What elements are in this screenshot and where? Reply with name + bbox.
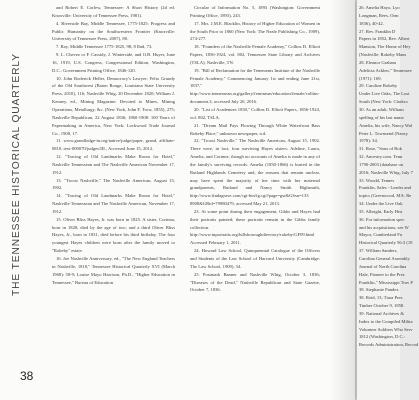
endnote-line-fragment: 1836), 40-42. bbox=[359, 20, 384, 26]
endnote-line-fragment: (Nashville: Rokeby Mans bbox=[359, 52, 407, 58]
endnote-paragraph: and Robert E. Corlew, Tennessee: A Short History (2d ed. Knoxville: University of Tennessee Press, 1981). bbox=[52, 5, 175, 18]
endnote-line-fragment: (1971): 169. bbox=[359, 75, 382, 81]
endnote-paragraph: 13. "Troost Nashville," The Nashville American, August 15, 1902. bbox=[52, 177, 175, 191]
endnote-line-fragment: Carolina General Assembly bbox=[359, 256, 410, 261]
endnote-line-fragment: Adelicia Acklen," Tennessee bbox=[359, 67, 412, 73]
endnote-line-fragment: spelling of his last name bbox=[359, 114, 404, 120]
endnote-line-fragment: 31. Rose, "Sons of Rok bbox=[359, 146, 402, 152]
endnote-line-fragment: 28. Eleanor Graham bbox=[359, 59, 397, 65]
endnote-paragraph: 17. Mrs. J.M.E. Blacklin, History of Higher Education of Women in the South Prior to 1860 (New York: The Neale Publishing Co., 1909), 274-277. bbox=[190, 20, 320, 42]
endnote-paragraph: 20. "List of Academies 1830," Collins D. Elliott Papers, 1856-1924, vol. 802, TSLA. bbox=[190, 106, 320, 120]
endnote-line-fragment: 38. Stephanie Pandex bbox=[359, 287, 399, 293]
endnote-line-fragment: 39. National Archives & bbox=[359, 310, 404, 316]
endnote-paragraph: 19. "Bill of Reclamation for the Tenements Institute of the Nashville Female Academy," Commencing January 1st and ending June 21st, 1837," http://www.tennessean.org/gallery/feminism/education/female/collins-document.3, accessed July 20, 2016. bbox=[190, 67, 320, 105]
endnote-line-fragment: 33. Woodd, Tennes bbox=[359, 177, 395, 183]
endnote-paragraph: 16. Joe Nashville Anniversary, ed., "The New England Teachers in Nashville, 1818," Tennessee Historical Quarterly XVI (March 1968): 58-9; Louise Mayo Harrison, Ph.D., "Higher Education in Tennessee," Bureau of Education bbox=[52, 256, 175, 285]
journal-title: THE TENNESSEE HISTORICAL QUARTERLY bbox=[11, 53, 22, 297]
endnote-line-fragment: Volunteer Soldiers Who Serv bbox=[359, 326, 413, 332]
endnote-line-fragment: 35. Albright, Early Hist bbox=[359, 208, 403, 214]
endnote-paragraph: 9. L. Chevez or F. Cassidy, J. Winterside, and O.B. Huyer, June 16, 1919, U.S. Congress, Congressional Edition, Washington, D.C.: Government Printing Office, 1846-120. bbox=[52, 52, 175, 73]
endnote-paragraph: 21. "Dream Mail Pays Flowing Through White Waterfront Bass Rokeby Place," unknown newspaper, n.d. bbox=[190, 122, 320, 136]
endnote-paragraph: 15. Oliver Bliss Hayes, Jr. was born in 1825. A sister, Corinna, born in 1828, died by the age of two; and a third Oliver Bliss Hayes, Jr., born in 1831, died before his third birthday. The four youngest Hayes children were born after the family moved to "Rokeby" estate. bbox=[52, 216, 175, 254]
endnote-line-fragment: 29. Caroline Rokeby bbox=[359, 83, 398, 89]
endnote-line-fragment: 2016; Nashville Whig, July 7 bbox=[359, 169, 413, 175]
right-page bbox=[357, 0, 419, 400]
endnote-line-fragment: Peter L. Townsend (Nancy bbox=[359, 130, 409, 136]
page-number: 38 bbox=[20, 369, 34, 383]
endnotes-column-middle bbox=[190, 4, 320, 396]
endnote-line-fragment: 38. Reid, 13; Tiara Pres bbox=[359, 295, 403, 301]
endnote-line-fragment: Hale, Pioneer to the Pres bbox=[359, 271, 405, 277]
endnote-paragraph: 25. Postmark Banner and Nashville Whig, October 3, 1836; "Diseases of the Dead," Nashville Republican and State Gazette, October 7, 1836. bbox=[190, 271, 320, 293]
endnote-line-fragment: 27. Rev. Franklin D bbox=[359, 28, 396, 34]
endnotes-column-right bbox=[359, 4, 419, 396]
endnote-line-fragment: Journal of North Carolina bbox=[359, 263, 407, 269]
endnote-line-fragment: 26. Amelia Hayo, Lyo bbox=[359, 5, 400, 10]
endnote-line-fragment: Franklin, Sales - Leader and bbox=[359, 185, 411, 191]
endnote-paragraph: 4. Riverside Bay, Middle Tennessee, 1775-1825: Progress and Public Humanity on the Southwestern Frontier (Knoxville: University of Tennessee Press, 2007), 80. bbox=[52, 20, 175, 42]
endnote-line-fragment: Index to the Compiled Milita bbox=[359, 318, 413, 324]
endnote-line-fragment: Amelia, his wife, Nancy Wal bbox=[359, 122, 413, 128]
endnote-line-fragment: 1790-2003 (database on bbox=[359, 161, 404, 167]
endnote-line-fragment: 36. For information spec bbox=[359, 216, 405, 222]
endnote-line-fragment: Timber October 9, 1858. bbox=[359, 303, 405, 309]
endnote-line-fragment: Longman, Rees, Orm bbox=[359, 12, 399, 18]
endnote-line-fragment: Franklin," Mississippi Trav P bbox=[359, 279, 413, 285]
endnote-paragraph: 12. "Tracing of Old Landmarks Make Room for Hotel," Nashville Tennessean and The Nashville American November 17, 1912. bbox=[52, 154, 175, 175]
endnote-paragraph: 22. "Troost Nashville," The Nashville American, August 15, 1902. There were, in fact, four surviving Hayes sisters: Adeline, Laura, Amelia, and Corinne, though no accounts of Amelia is made in any of the family's surviving records. Amelia (1830-1866) is buried in the Rutland Highlands Cemetery and, the reasons that remain unclear, may have spent the majority of her time with her maternal grandparents, Rutland and Nancy Smith Highsmith, http://www.findagrave.com/cgi-bin/fg.cgi?page=gsr&GSsn=133 8908&GRid=79980479, accessed May 21, 2013. bbox=[190, 138, 320, 207]
endnote-paragraph: 23. At some point during their engagement, Gibbs and Hayes had their portraits painted; these portraits remain in the Gibbs family collection. http://www.tnportraits.org/hillsboroughdirectory/rokeby/GF09.html Accessed February 1, 2011. bbox=[190, 208, 320, 246]
endnote-line-fragment: 1978): 34. bbox=[359, 138, 378, 144]
endnote-line-fragment: 30. As an adult, William bbox=[359, 106, 404, 112]
endnote-line-fragment: topics (Greenwood, MA: Re bbox=[359, 193, 412, 199]
endnote-paragraph: 14. "Tracing of Old Landmarks Make Room for Hotel," Nashville Tennessean and The Nashville American, November 17, 1912. bbox=[52, 193, 175, 214]
endnote-paragraph: 10. John Roderick Heller, Democracy's Lawyer: Felix Grundy of the Old Southwest (Baton Rouge, Louisiana State University Press, 2010), 116; Nashville Whig, 20 December 1820; William J. Kenney, ed., Mining Magazine: Devoted to Mines, Mining Operations, Metallurgy, &c. (New York, John F. Trow, 1855), 275; Nashville Republican, 22 August 1836; 1860-1908: 100 Years of Papermaking in America, New York: Lockwood Trade Journal Co., 1908, 17. bbox=[52, 75, 175, 136]
endnote-line-fragment: South (New York: Clarkso bbox=[359, 99, 408, 105]
endnote-line-fragment: Papers in 1852, Rev. Albert bbox=[359, 36, 410, 42]
endnote-line-fragment: Mayor, Cumberland Fu bbox=[359, 232, 403, 238]
endnote-paragraph: Circular of Information No. 5, 1893 (Washington: Government Printing Office, 1893), 243. bbox=[190, 5, 320, 18]
endnote-line-fragment: 1812 (Washington, D.C.: bbox=[359, 334, 405, 340]
endnote-line-fragment: Records Administration, Record bbox=[359, 342, 419, 348]
endnote-line-fragment: 34. Under the Live Oak bbox=[359, 201, 403, 207]
endnote-paragraph: 24. Howard Law School, Quinquennial Catalogue of the Officers and Students of the Law School of Harvard University (Cambridge: The Law School, 1909), 34. bbox=[190, 248, 320, 269]
endnote-paragraph: 18. "Founders of the Nashville Female Academy," Collins D. Elliott Papers, 1856-1924, vol. 802, Tennessee State Library and Archives (TSLA), Nashville, TN. bbox=[190, 44, 320, 65]
endnote-line-fragment: 37. William Sanders, bbox=[359, 248, 398, 254]
endnotes-column-left bbox=[52, 4, 175, 396]
endnote-line-fragment: 32. Ancestry.com. Tenn bbox=[359, 154, 403, 160]
endnote-paragraph: 7. Ray, Middle Tennessee 1775-1825, 98; 8 Ibid, 73. bbox=[56, 44, 153, 50]
endnote-line-fragment: and his acquisitions, see W bbox=[359, 224, 409, 230]
endnote-line-fragment: Under Live Oaks, The Lost bbox=[359, 91, 410, 97]
endnote-line-fragment: Mansion, The Home of Hey bbox=[359, 44, 411, 50]
endnote-line-fragment: Historical Quarterly 56:3 (19 bbox=[359, 240, 413, 246]
endnote-paragraph: 11. www.grandlodge-tn.org/native/judge/paper, grand, affiliate-0810, text-000070/judges/III., Accessed June 15, 2012. bbox=[52, 138, 175, 152]
